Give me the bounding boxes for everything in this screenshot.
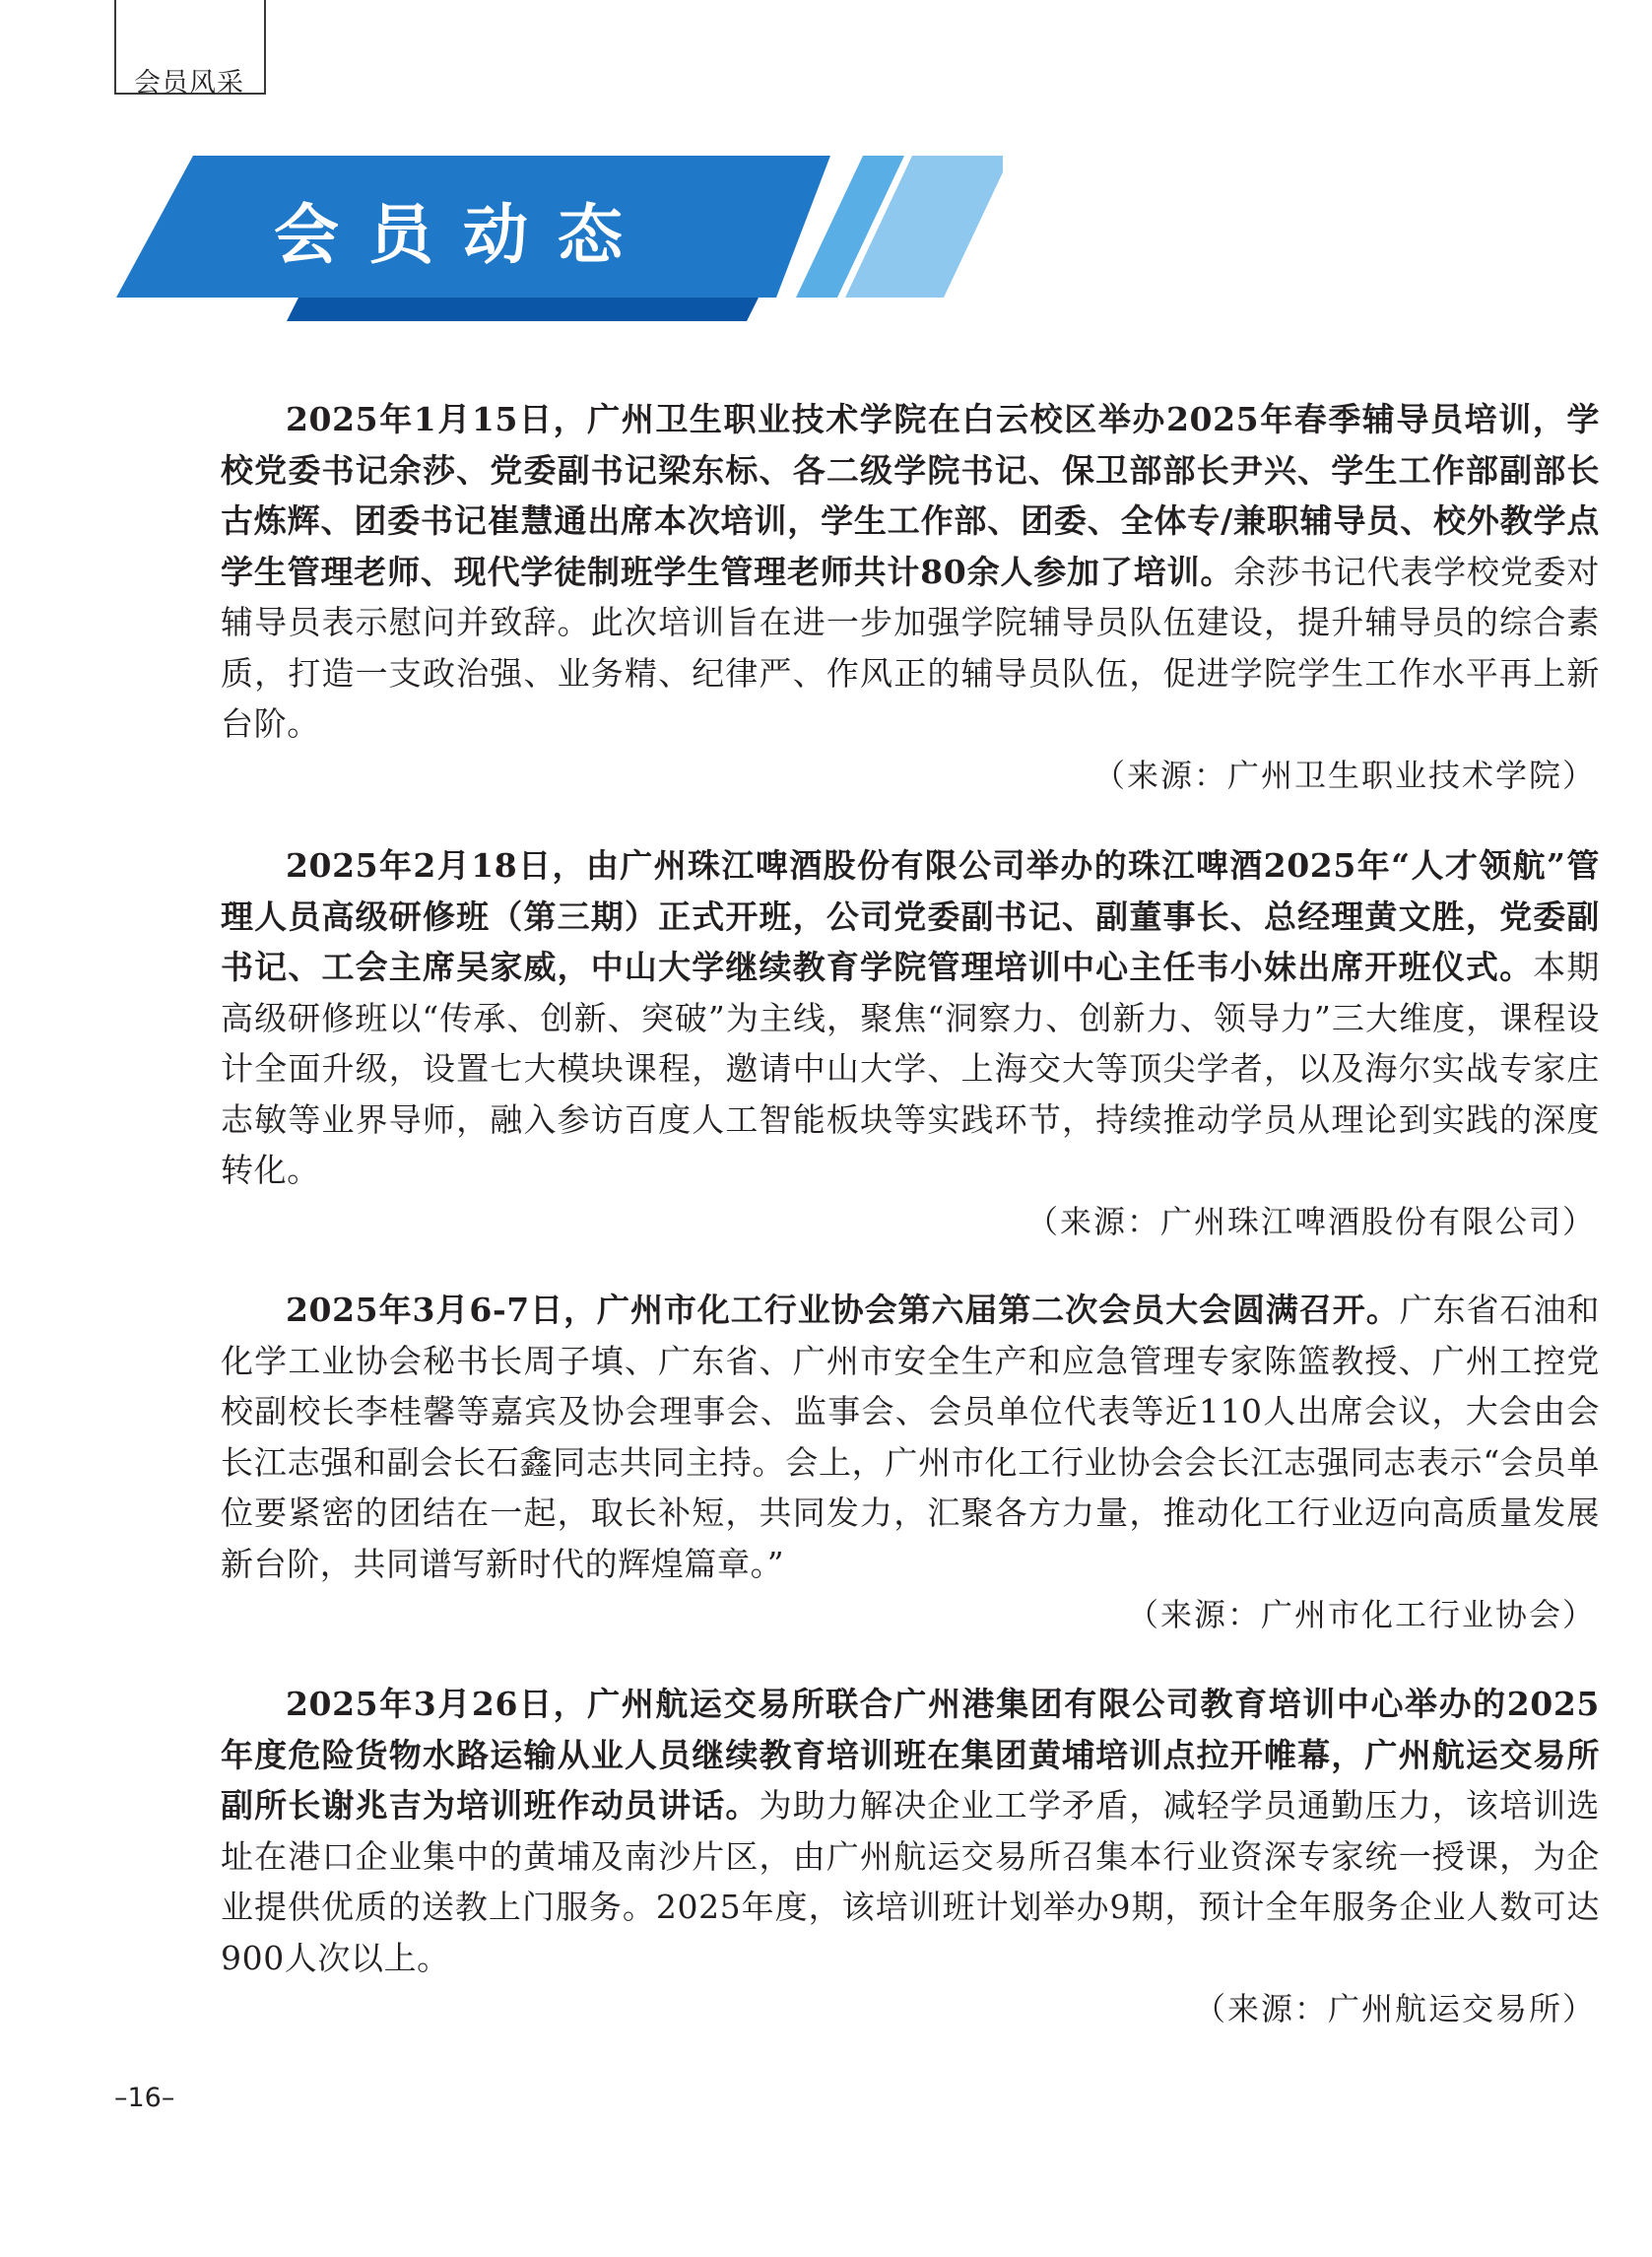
- article-body: 本期高级研修班以“传承、创新、突破”为主线，聚焦“洞察力、创新力、领导力”三大维度，课程设计全面升级，设置七大模块课程，邀请中山大学、上海交大等顶尖学者，以及海尔实战专家庄志敏等业界导师，融入参访百度人工智能板块等实践环节，持续推动学员从理论到实践的深度转化。: [221, 948, 1600, 1189]
- article-4: [221, 1679, 1600, 2034]
- article-lead: 2025年3月6-7日，广州市化工行业协会第六届第二次会员大会圆满召开。: [286, 1291, 1400, 1329]
- article-paragraph: [221, 1679, 1600, 1983]
- article-paragraph: [221, 394, 1600, 750]
- section-label: 会员风采: [134, 68, 244, 99]
- article-source: （来源：广州卫生职业技术学院）: [1092, 756, 1596, 794]
- article-2: [221, 840, 1600, 1247]
- section-banner: [116, 156, 1003, 321]
- article-1: [221, 394, 1600, 801]
- article-lead: 2025年3月26日，广州航运交易所联合广州港集团有限公司教育培训中心举办的2025年度危险货物水路运输从业人员继续教育培训班在集团黄埔培训点拉开帷幕，广州航运交易所副所长谢兆吉为培训班作动员讲话。: [221, 1685, 1600, 1825]
- banner-underbar: [287, 298, 759, 321]
- article-3: [221, 1285, 1600, 1640]
- article-source: （来源：广州珠江啤酒股份有限公司）: [1025, 1202, 1596, 1240]
- article-lead: 2025年1月15日，广州卫生职业技术学院在白云校区举办2025年春季辅导员培训，学校党委书记余莎、党委副书记梁东标、各二级学院书记、保卫部部长尹兴、学生工作部副部长古炼辉、团委书记崔慧通出席本次培训，学生工作部、团委、全体专/兼职辅导员、校外教学点学生管理老师、现代学徒制班学生管理老师共计80余人参加了培训。: [221, 400, 1600, 591]
- article-body: 余莎书记代表学校党委对辅导员表示慰问并致辞。此次培训旨在进一步加强学院辅导员队伍建设，提升辅导员的综合素质，打造一支政治强、业务精、纪律严、作风正的辅导员队伍，促进学院学生工作水平再上新台阶。: [221, 552, 1600, 743]
- header-rule-right: [264, 0, 266, 93]
- article-source: （来源：广州航运交易所）: [1193, 1990, 1596, 2027]
- article-body: 广东省石油和化学工业协会秘书长周子填、广东省、广州市安全生产和应急管理专家陈篮教授、广州工控党校副校长李桂馨等嘉宾及协会理事会、监事会、会员单位代表等近110人出席会议，大会由会长江志强和副会长石鑫同志共同主持。会上，广州市化工行业协会会长江志强同志表示“会员单位要紧密的团结在一起，取长补短，共同发力，汇聚各方力量，推动化工行业迈向高质量发展新台阶，共同谱写新时代的辉煌篇章。”: [221, 1291, 1600, 1583]
- page-number: –16–: [114, 2083, 175, 2113]
- banner-title: 会员动态: [274, 196, 652, 273]
- header-rule-left: [114, 0, 116, 93]
- article-paragraph: [221, 840, 1600, 1196]
- article-body: 为助力解决企业工学矛盾，减轻学员通勤压力，该培训选址在港口企业集中的黄埔及南沙片区，由广州航运交易所召集本行业资深专家统一授课，为企业提供优质的送教上门服务。2025年度，该培训班计划举办9期，预计全年服务企业人数可达900人次以上。: [221, 1786, 1600, 1977]
- article-source: （来源：广州市化工行业协会）: [1126, 1596, 1596, 1633]
- article-lead: 2025年2月18日，由广州珠江啤酒股份有限公司举办的珠江啤酒2025年“人才领航”管理人员高级研修班（第三期）正式开班，公司党委副书记、副董事长、总经理黄文胜，党委副书记、工会主席吴家威，中山大学继续教育学院管理培训中心主任韦小妹出席开班仪式。: [221, 846, 1600, 986]
- article-paragraph: [221, 1285, 1600, 1589]
